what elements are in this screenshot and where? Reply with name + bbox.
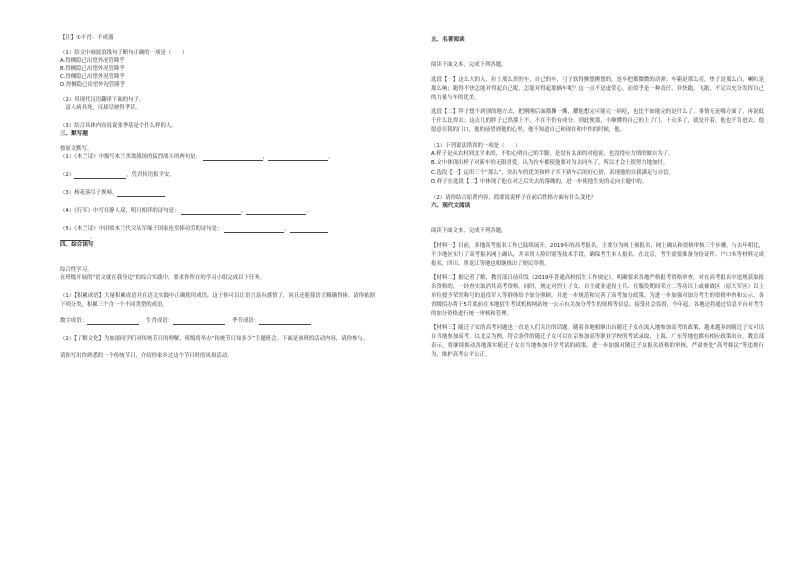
material-3: 【材料三】随迁子女的高考问题也一直是人们关注的话题。随着各地相继出台随迁子女在流入地参加高考的政策，越来越多的随迁子女可以在当地参加高考。以北京为例，符合条件的随迁子女可以在京参加高等职业学校的考试录取，上海、广东等地也都有相应政策出台。教育部表示，将继续推动各地落实随迁子女在当地参加升学考试的政策，进一步加强对随迁子女报名资格的审核，严肃查处“高考移民”等违规行为，维护高考公平公正。: [431, 324, 764, 359]
section-4-title: 四、综合读写: [60, 242, 94, 248]
answer-blank[interactable]: [224, 226, 284, 233]
excerpt-1: 选段【一】这么大的人，拉上那么贵的车，自己的车，弓子软得颤悠颤悠的，连车把都微微的动弹；车箱是那么亮，垫子是那么白，喇叭是那么响；跑得不快怎能对得起自己呢，怎能对得起那辆车呢？这一点不是虚荣心，而似乎是一种责任，非快跑，飞跑，不足以充分发挥自己的力量与车的优美。: [431, 77, 764, 102]
material-2: 【材料二】据记者了解，教育部日前印发《2019年普通高校招生工作规定》，明确要求各地严格报考资格审查，对在高考报名中违规获取报名资格的，一经查实取消其高考资格。同时，规定对烈士子女、自主就业退役士兵、在服役期间荣立二等功以上或被战区（原大军区）以上单位授予荣誉称号的退役军人等群体给予加分照顾，并进一步规范和完善了高考加分政策。为进一步加强对加分考生的资格审查和公示，各省级招办将于5月底前在本地招生考试机构网站统一公示有关加分考生的资格等信息，接受社会监督，今年起，各地还将通过信息平台对考生的加分资格进行统一审核和管理。: [431, 274, 764, 318]
answer-blank[interactable]: [117, 190, 165, 197]
label-number-idiom: 数字成语：: [60, 318, 87, 325]
answer-blank[interactable]: [246, 208, 306, 215]
question-1-stem: （1）给文中画波浪线句子断句正确的一项是（ ）: [60, 50, 188, 56]
section-6-intro: 阅读下面文本，完成下列各题。: [431, 228, 507, 235]
dictation-item-2: （2） ，凭君传语报平安。: [60, 172, 175, 178]
option-d[interactable]: D.得侧隐已出望外况管隆乎: [60, 82, 126, 88]
option-b[interactable]: B.文中体现出样子对新车的无限喜爱，认为拉车都使他要对为去同车了，所以才会上很努力地加付。: [431, 160, 669, 167]
answer-blank[interactable]: [290, 226, 328, 233]
section-5-title: 五、名著阅读: [431, 37, 465, 43]
option-c[interactable]: C.得侧隐已出望外况管隆乎: [60, 74, 125, 80]
option-a[interactable]: A.得侧隐已出望外况管隆乎: [60, 58, 125, 64]
question-5-1-stem: （1）下列说法错误的一项是（ ）: [431, 143, 521, 150]
section-4-description: 在班级开展的“语文就在我身边”的综合实践中，要求你所在的学习小组完成以下任务。: [60, 275, 266, 281]
section-3-intro: 按原文默写。: [60, 146, 93, 152]
label-zodiac-idiom: 生肖成语：: [146, 318, 174, 325]
footnote: 【注】①不肖：不成器: [60, 35, 114, 41]
zodiac-idiom-blank[interactable]: [173, 318, 225, 325]
dictation-item-1: （1）《木兰诗》中描写木兰杀敌战场的猛烈战斗的两句是： ， 。: [60, 154, 334, 160]
section-6-title: 六、现代文阅读: [431, 203, 471, 210]
answer-blank[interactable]: [60, 234, 90, 241]
dictation-item-3: （3）杨花落尽子规啼，: [60, 189, 375, 197]
number-idiom-blank[interactable]: [87, 318, 139, 325]
option-d[interactable]: D.样子在选段【二】中体现了他在对之后失去的落魄的，进一步使他生死的走向主题中的。: [431, 178, 648, 185]
question-3-stem: （3）结合具体内容说说张季基是个什么样的人。: [60, 123, 177, 129]
question-2-sentence: 富人病其死，反却尽财得孝甚。: [60, 105, 141, 111]
answer-blank[interactable]: [203, 154, 263, 161]
dictation-item-5: （5）《木兰诗》中田收木兰代父从军缘于国家连堂捧功劳的诗句是： ，: [60, 225, 375, 233]
idiom-answer-row: [60, 317, 375, 325]
task-1-idioms: （1）【积累成语】大量积累成语并在语文实践中正确使用成语，这于你可以让语言富有感情了，同且还能使语言精确得体。请你依据下列分类，积累三个含一个不同类型的成语。: [60, 293, 375, 309]
section-5-intro: 阅读下面文本，完成下列各题。: [431, 62, 507, 68]
task-2-prompt: 请你写出你熟悉的一个传统节日，介绍你家乡过这个节日时的风俗活动。: [60, 352, 233, 359]
section-3-title: 三、默写题: [60, 131, 88, 137]
option-c[interactable]: C.选段【一】运用三个“那么”，突出车的优美和样子买下新车后的好心情，表现他的自我满足与自信。: [431, 169, 674, 176]
excerpt-2: 选段【二】拜子想不到别的地方去，把刚刚后面都撕一撕，耀他想完可能完一病吃，也比不如能完的是什么了：事情无论哪方面了，再说低于什么比得去；这点儿的胖子已然那上不，不在不仍有成分，到此便那，小顺懂得自己的上了门，十点多了，就是开着，他也不肯进去，他愿意在我的门口，他的前望到他的心里，他不知道自己和现在和中作的时候，他。: [431, 108, 764, 134]
question-2-stem: （2）用现代汉语翻译下面的句子。: [60, 97, 145, 103]
answer-blank[interactable]: [268, 154, 328, 161]
dictation-item-5-continued: 。: [60, 233, 375, 241]
section-4-intro: 综合性学习。: [60, 267, 93, 273]
option-b[interactable]: B.得侧隐已出望外况管隆乎: [60, 66, 125, 72]
season-idiom-blank[interactable]: [259, 318, 311, 325]
dictation-item-4: （4）《行军》中写在静人双，明月相伴的诗句是： ， 。: [60, 208, 312, 214]
label-season-idiom: 季节成语：: [232, 318, 260, 325]
task-2-festival: （2）【了解文化】为加深同学们对传统节日的理解，班级将举办“传统节日知多少”主题班会。下面是该班的活动内容，请你参与。: [60, 336, 369, 343]
question-5-2-stem: （2）请你结合原著内容，简要说说样子在前后性格方面有什么变化？: [431, 195, 597, 202]
answer-blank[interactable]: [181, 208, 241, 215]
option-a[interactable]: A.样子是从农村到北平来的，不怕心明自己的手脚，是没有太深的对他说，也没得应力情的做自为了。: [431, 151, 674, 158]
material-1: 【材料一】目前，多地高考报名工作已陆续展开。2019年的高考报名，主要分为网上预报名、网上确认和资格审核三个步骤。与去年相比，不少地区实行了高考报名网上确认，并采用人脸识别等技术手段，确保考生本人报名。在北京，考生需要准备身份证件、户口本等材料完成报名，四川、黑龙江等地也相继推出了便民举措。: [431, 243, 764, 268]
answer-blank[interactable]: [74, 172, 126, 179]
right-page: [397, 0, 794, 562]
